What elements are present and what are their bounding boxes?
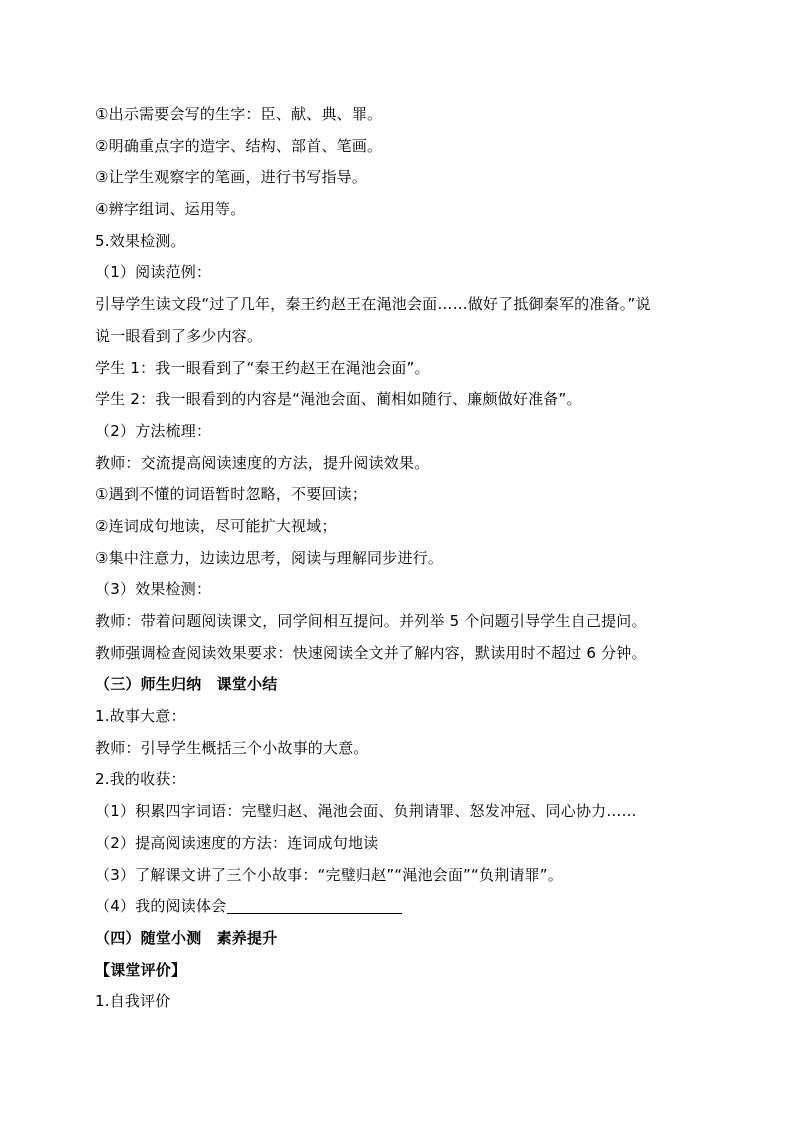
- text-line: ①遇到不懂的词语暂时忽略，不要回读；: [95, 485, 368, 504]
- text-line: 教师：带着问题阅读课文，同学间相互提问。并列举 5 个问题引导学生自己提问。: [95, 612, 647, 630]
- text-line: ①出示需要会写的生字：臣、献、典、罪。: [95, 105, 383, 123]
- subsection-heading: （3）效果检测：: [95, 580, 212, 599]
- text-line: ②明确重点字的造字、结构、部首、笔画。: [95, 136, 383, 155]
- text-line: （3）了解课文讲了三个小故事：“完璧归赵”“渑池会面”“负荆请罪”。: [95, 865, 563, 884]
- text-line: 教师强调检查阅读效果要求：快速阅读全文并了解内容，默读用时不超过 6 分钟。: [95, 643, 647, 662]
- section-heading: 2.我的收获：: [95, 770, 186, 789]
- section-heading: 5.效果检测。: [95, 231, 186, 250]
- text-line: （2）提高阅读速度的方法：连词成句地读: [95, 833, 379, 852]
- section-heading: 1.故事大意：: [95, 707, 186, 726]
- text-span: （4）我的阅读体会: [95, 897, 227, 916]
- text-line: 1.自我评价: [95, 992, 171, 1011]
- document-body: [95, 99, 715, 1018]
- fill-in-blank: [227, 895, 402, 914]
- text-line: 教师：交流提高阅读速度的方法，提升阅读效果。: [95, 453, 430, 472]
- text-line: ③集中注意力，边读边思考，阅读与理解同步进行。: [95, 548, 444, 567]
- text-line: 说一眼看到了多少内容。: [95, 326, 263, 345]
- subsection-heading: （2）方法梳理：: [95, 421, 212, 440]
- section-heading-bold: （三）师生归纳 课堂小结: [95, 675, 278, 694]
- text-line: 学生 2：我一眼看到的内容是“渑池会面、蔺相如随行、廉颇做好准备”。: [95, 390, 582, 409]
- text-line: 学生 1：我一眼看到了“秦王约赵王在渑池会面”。: [95, 358, 430, 377]
- text-line: ④辨字组词、运用等。: [95, 200, 246, 219]
- text-line-with-blank: [95, 891, 715, 923]
- section-heading-bold: 【课堂评价】: [95, 960, 187, 979]
- subsection-heading: （1）阅读范例：: [95, 263, 212, 282]
- text-line: ②连词成句地读，尽可能扩大视域；: [95, 516, 337, 535]
- section-heading-bold: （四）随堂小测 素养提升: [95, 928, 278, 947]
- text-line: 教师：引导学生概括三个小故事的大意。: [95, 738, 369, 757]
- text-line: ③让学生观察字的笔画，进行书写指导。: [95, 168, 368, 187]
- text-line: 引导学生读文段“过了几年，秦王约赵王在渑池会面……做好了抵御秦军的准备。”说: [95, 295, 651, 314]
- text-line: （1）积累四字词语：完璧归赵、渑池会面、负荆请罪、怒发冲冠、同心协力……: [95, 802, 637, 821]
